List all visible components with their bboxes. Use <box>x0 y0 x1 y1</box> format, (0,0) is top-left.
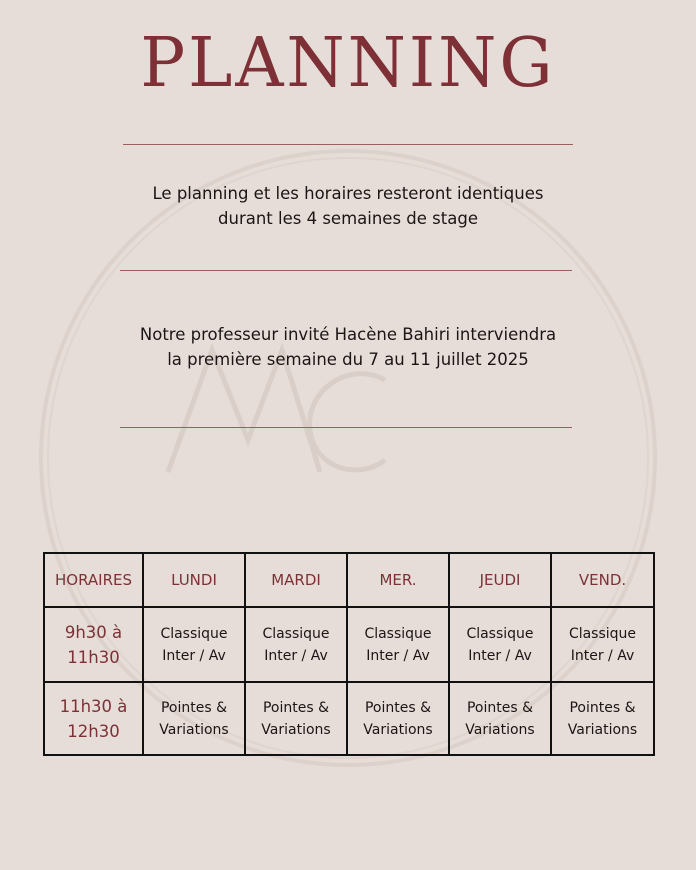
course-level: Variations <box>465 721 535 738</box>
time-slot-cell <box>44 607 143 682</box>
course-cell-mercredi <box>347 607 449 682</box>
course-level: Variations <box>363 721 433 738</box>
course-name: Classique <box>466 625 534 642</box>
guest-teacher-note <box>0 322 696 372</box>
course-level: Inter / Av <box>468 647 532 664</box>
course-cell-vendredi <box>551 607 654 682</box>
divider-top <box>123 144 573 145</box>
time-slot-start: 9h30 à <box>64 622 123 642</box>
course-level: Inter / Av <box>264 647 328 664</box>
course-name: Pointes & <box>364 699 432 716</box>
course-cell-lundi <box>143 607 245 682</box>
schedule-table <box>43 552 655 756</box>
header-jeudi: JEUDI <box>449 553 551 607</box>
table-row <box>44 607 654 682</box>
course-name: Pointes & <box>569 699 636 716</box>
guest-teacher-note-line: la première semaine du 7 au 11 juillet 2025 <box>167 350 529 369</box>
course-name: Classique <box>364 625 432 642</box>
course-name: Pointes & <box>160 699 228 716</box>
course-name: Classique <box>262 625 330 642</box>
divider-bottom <box>120 427 572 428</box>
course-cell-jeudi <box>449 682 551 755</box>
schedule-note-line: Le planning et les horaires resteront identiques <box>152 184 544 203</box>
table-row <box>44 682 654 755</box>
course-cell-mardi <box>245 607 347 682</box>
divider-middle <box>120 270 572 271</box>
course-name: Classique <box>160 625 228 642</box>
schedule-note <box>0 181 696 231</box>
time-slot-end: 11h30 <box>67 647 120 667</box>
schedule-note-line: durant les 4 semaines de stage <box>218 209 478 228</box>
time-slot-end: 12h30 <box>67 721 120 741</box>
course-level: Variations <box>261 721 331 738</box>
course-level: Variations <box>159 721 229 738</box>
course-level: Variations <box>567 721 638 738</box>
course-name: Pointes & <box>466 699 534 716</box>
course-name: Pointes & <box>262 699 330 716</box>
header-vendredi: VEND. <box>551 553 654 607</box>
course-level: Inter / Av <box>162 647 226 664</box>
header-mercredi: MER. <box>347 553 449 607</box>
course-cell-mercredi <box>347 682 449 755</box>
header-horaires: HORAIRES <box>44 553 143 607</box>
time-slot-start: 11h30 à <box>59 696 128 716</box>
page-title: PLANNING <box>140 24 556 103</box>
course-cell-mardi <box>245 682 347 755</box>
header-lundi: LUNDI <box>143 553 245 607</box>
course-cell-lundi <box>143 682 245 755</box>
course-level: Inter / Av <box>366 647 430 664</box>
header-mardi: MARDI <box>245 553 347 607</box>
course-name: Classique <box>568 625 637 642</box>
time-slot-cell <box>44 682 143 755</box>
course-cell-jeudi <box>449 607 551 682</box>
course-cell-vendredi <box>551 682 654 755</box>
course-level: Inter / Av <box>570 647 635 664</box>
guest-teacher-note-line: Notre professeur invité Hacène Bahiri interviendra <box>139 325 557 344</box>
table-header-row <box>44 553 654 607</box>
